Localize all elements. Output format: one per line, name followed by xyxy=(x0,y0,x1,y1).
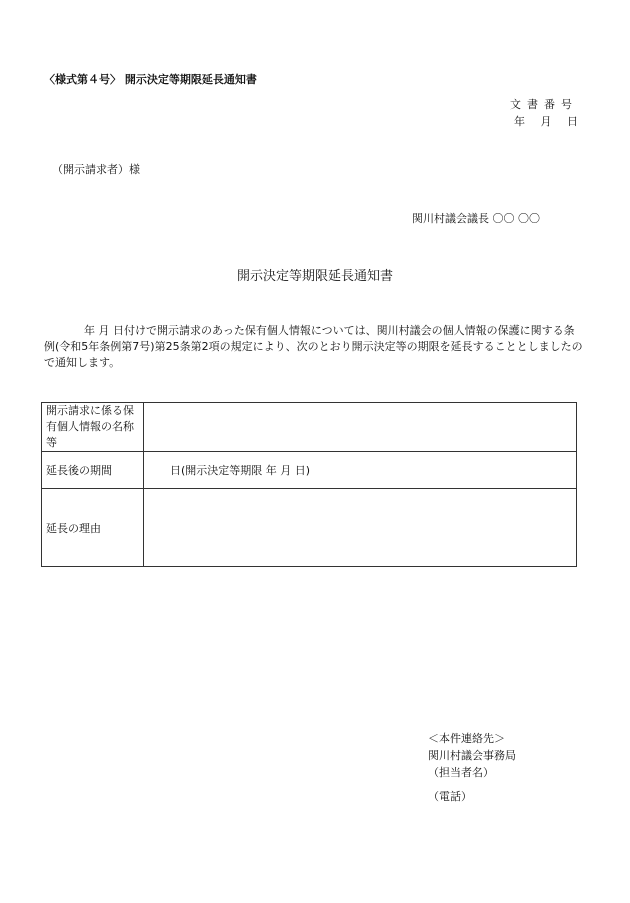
table-value xyxy=(144,403,577,452)
info-table xyxy=(41,402,577,567)
table-label: 開示請求に係る保有個人情報の名称等 xyxy=(42,403,144,452)
recipient: （開示請求者）様 xyxy=(52,163,140,176)
contact-block xyxy=(428,730,516,805)
contact-heading: ＜本件連絡先＞ xyxy=(428,732,505,745)
form-number: 〈様式第４号〉 開示決定等期限延長通知書 xyxy=(44,73,257,86)
document-date-label: 年 月 日 xyxy=(514,115,578,128)
table-row xyxy=(42,452,577,489)
contact-phone: （電話） xyxy=(428,790,472,803)
table-value xyxy=(144,489,577,567)
table-row xyxy=(42,489,577,567)
sender: 関川村議会議長 〇〇 〇〇 xyxy=(412,212,540,225)
table-label: 延長後の期間 xyxy=(42,452,144,489)
contact-person: （担当者名） xyxy=(428,766,494,779)
document-title: 開示決定等期限延長通知書 xyxy=(236,269,393,284)
table-label: 延長の理由 xyxy=(42,489,144,567)
contact-office: 関川村議会事務局 xyxy=(428,749,516,762)
table-row xyxy=(42,403,577,452)
table-value: 日(開示決定等期限 年 月 日) xyxy=(144,452,577,489)
document-number-label: 文書番号 xyxy=(510,98,578,111)
body-paragraph: 年 月 日付けで開示請求のあった保有個人情報については、関川村議会の個人情報の保護に関する条例(令和5年条例第7号)第25条第2項の規定により、次のとおり開示決定等の期限を延長することとしましたので通知します。 xyxy=(44,324,583,369)
